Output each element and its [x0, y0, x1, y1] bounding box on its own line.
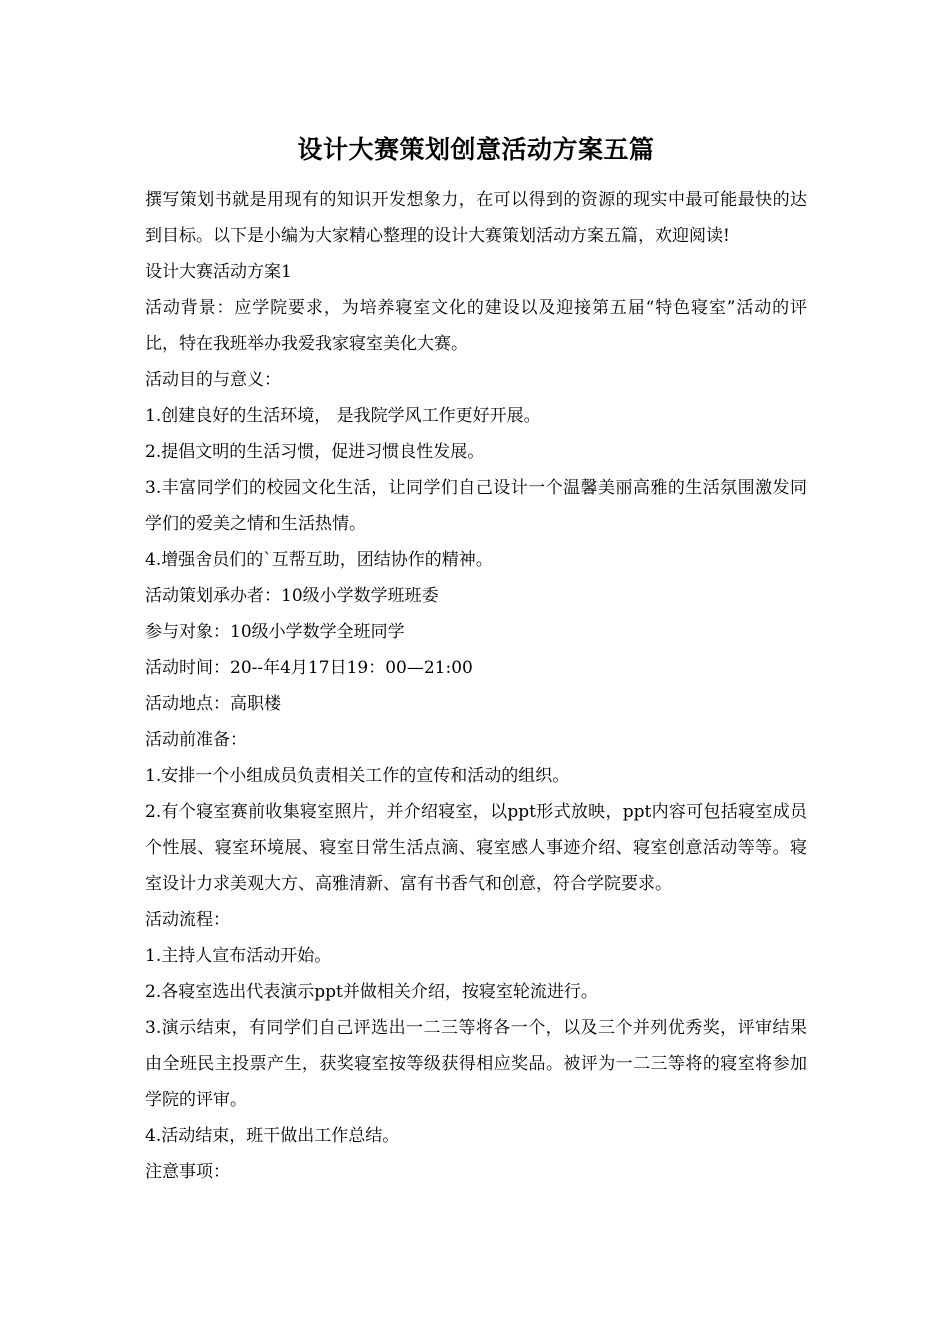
section-heading-plan-1: 设计大赛活动方案1 — [145, 262, 292, 282]
paragraph-location: 活动地点：高职楼 — [145, 694, 281, 714]
list-item-process-3: 3.演示结束，有同学们自己评选出一二三等将各一个，以及三个并列优秀奖，评审结果由全班民主投票产生，获奖寝室按等级获得相应奖品。被评为一二三等将的寝室将参加学院的评审。 — [145, 1018, 807, 1110]
paragraph-time: 活动时间：20--年4月17日19：00—21:00 — [145, 658, 473, 678]
list-item-process-1: 1.主持人宣布活动开始。 — [145, 946, 332, 966]
paragraph-background: 活动背景：应学院要求，为培养寝室文化的建设以及迎接第五届“特色寝室”活动的评比，特在我班举办我爱我家寝室美化大赛。 — [145, 298, 807, 354]
paragraph-intro: 撰写策划书就是用现有的知识开发想象力，在可以得到的资源的现实中最可能最快的达到目标。以下是小编为大家精心整理的设计大赛策划活动方案五篇，欢迎阅读! — [145, 190, 807, 246]
list-item-purpose-3: 3.丰富同学们的校园文化生活，让同学们自己设计一个温馨美丽高雅的生活氛围激发同学们的爱美之情和生活热情。 — [145, 478, 807, 534]
list-item-process-2: 2.各寝室选出代表演示ppt并做相关介绍，按寝室轮流进行。 — [145, 982, 598, 1002]
paragraph-notes-heading: 注意事项： — [145, 1162, 230, 1182]
document-title: 设计大赛策划创意活动方案五篇 — [297, 135, 655, 164]
document-body — [145, 128, 807, 1190]
list-item-process-4: 4.活动结束，班干做出工作总结。 — [145, 1126, 400, 1146]
paragraph-purpose-heading: 活动目的与意义： — [145, 370, 281, 390]
list-item-preparation-1: 1.安排一个小组成员负责相关工作的宣传和活动的组织。 — [145, 766, 570, 786]
list-item-purpose-4: 4.增强舍员们的`互帮互助，团结协作的精神。 — [145, 550, 493, 570]
list-item-preparation-2: 2.有个寝室赛前收集寝室照片，并介绍寝室，以ppt形式放映，ppt内容可包括寝室成员个性展、寝室环境展、寝室日常生活点滴、寝室感人事迹介绍、寝室创意活动等等。寝室设计力求美观大方、高雅清新、富有书香气和创意，符合学院要求。 — [145, 802, 807, 894]
list-item-purpose-1: 1.创建良好的生活环境， 是我院学风工作更好开展。 — [145, 406, 541, 426]
paragraph-organizer: 活动策划承办者：10级小学数学班班委 — [145, 586, 439, 606]
list-item-purpose-2: 2.提倡文明的生活习惯，促进习惯良性发展。 — [145, 442, 485, 462]
paragraph-participants: 参与对象：10级小学数学全班同学 — [145, 622, 405, 642]
paragraph-preparation-heading: 活动前准备： — [145, 730, 247, 750]
paragraph-process-heading: 活动流程： — [145, 910, 230, 930]
